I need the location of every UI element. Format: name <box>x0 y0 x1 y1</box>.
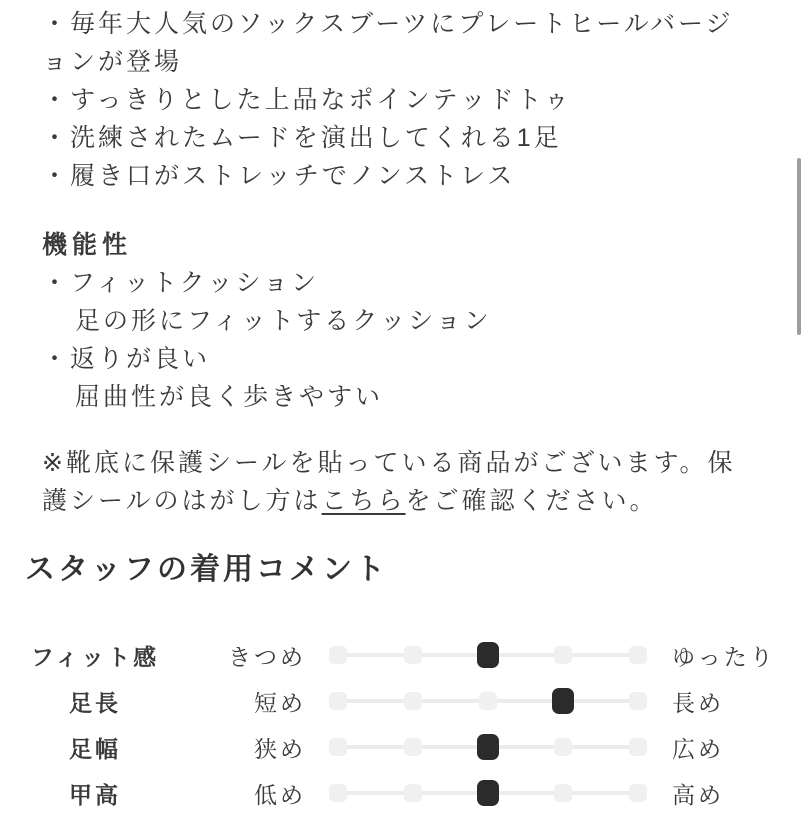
slider-dot <box>479 692 497 710</box>
slider-dot <box>629 738 647 756</box>
staff-comment-section <box>0 550 810 816</box>
slider-label: フィット感 <box>30 643 160 670</box>
slider-dot <box>329 738 347 756</box>
description-bullets <box>42 5 810 195</box>
protection-seal-note <box>42 444 810 520</box>
slider-row-fit <box>0 632 810 678</box>
slider-min-label: 狭め <box>254 735 306 762</box>
slider-row-width <box>0 724 810 770</box>
slider-label: 足幅 <box>69 735 121 762</box>
description-line: ・洗練されたムードを演出してくれる1足 <box>42 124 562 152</box>
slider-min-label: きつめ <box>228 643 306 670</box>
description-line: ・毎年大人気のソックスブーツにプレートヒールバージ <box>42 10 734 38</box>
slider-dot <box>404 738 422 756</box>
slider-dot-active <box>477 734 499 760</box>
slider-dot <box>629 646 647 664</box>
slider-dot <box>554 646 572 664</box>
slider-dot <box>329 692 347 710</box>
slider-dot <box>404 784 422 802</box>
description-line: ョンが登場 <box>42 48 183 76</box>
slider-dot <box>554 784 572 802</box>
slider-label: 足長 <box>69 689 121 716</box>
rating-scale <box>329 724 647 770</box>
feature-line: ・フィットクッション <box>42 269 320 297</box>
feature-line: ・返りが良い <box>42 345 211 373</box>
slider-max-label: 長め <box>672 689 724 716</box>
slider-min-label: 短め <box>254 689 306 716</box>
rating-scale <box>329 632 647 678</box>
slider-max-label: 広め <box>672 735 724 762</box>
rating-scale <box>329 770 647 816</box>
slider-dot <box>554 738 572 756</box>
description-line: ・すっきりとした上品なポインテッドトゥ <box>42 86 572 114</box>
features-heading: 機能性 <box>42 231 133 259</box>
slider-dot <box>329 784 347 802</box>
product-description-section <box>0 5 810 520</box>
slider-max-label: 高め <box>672 781 724 808</box>
slider-dot <box>404 692 422 710</box>
slider-max-label: ゆったり <box>672 643 776 670</box>
fit-sliders <box>0 632 810 816</box>
features-block <box>42 226 810 416</box>
note-text: 護シールのはがし方は <box>42 487 322 515</box>
slider-dot <box>329 646 347 664</box>
slider-dot <box>629 692 647 710</box>
slider-dot-active <box>477 780 499 806</box>
note-text: をご確認ください。 <box>405 487 658 515</box>
slider-dot <box>404 646 422 664</box>
slider-label: 甲高 <box>69 781 121 808</box>
peel-instructions-link[interactable]: こちら <box>321 487 406 515</box>
slider-dot-active <box>477 642 499 668</box>
slider-row-instep <box>0 770 810 816</box>
note-line: ※靴底に保護シールを貼っている商品がございます。保 <box>42 449 736 477</box>
slider-row-length <box>0 678 810 724</box>
feature-detail-line: 屈曲性が良く歩きやすい <box>75 383 384 411</box>
slider-min-label: 低め <box>254 781 306 808</box>
scrollbar-thumb[interactable] <box>797 158 801 335</box>
note-line <box>42 482 810 520</box>
description-line: ・履き口がストレッチでノンストレス <box>42 162 516 190</box>
slider-dot-active <box>552 688 574 714</box>
staff-comment-heading: スタッフの着用コメント <box>25 553 388 586</box>
feature-detail-line: 足の形にフィットするクッション <box>75 307 492 335</box>
slider-dot <box>629 784 647 802</box>
rating-scale <box>329 678 647 724</box>
